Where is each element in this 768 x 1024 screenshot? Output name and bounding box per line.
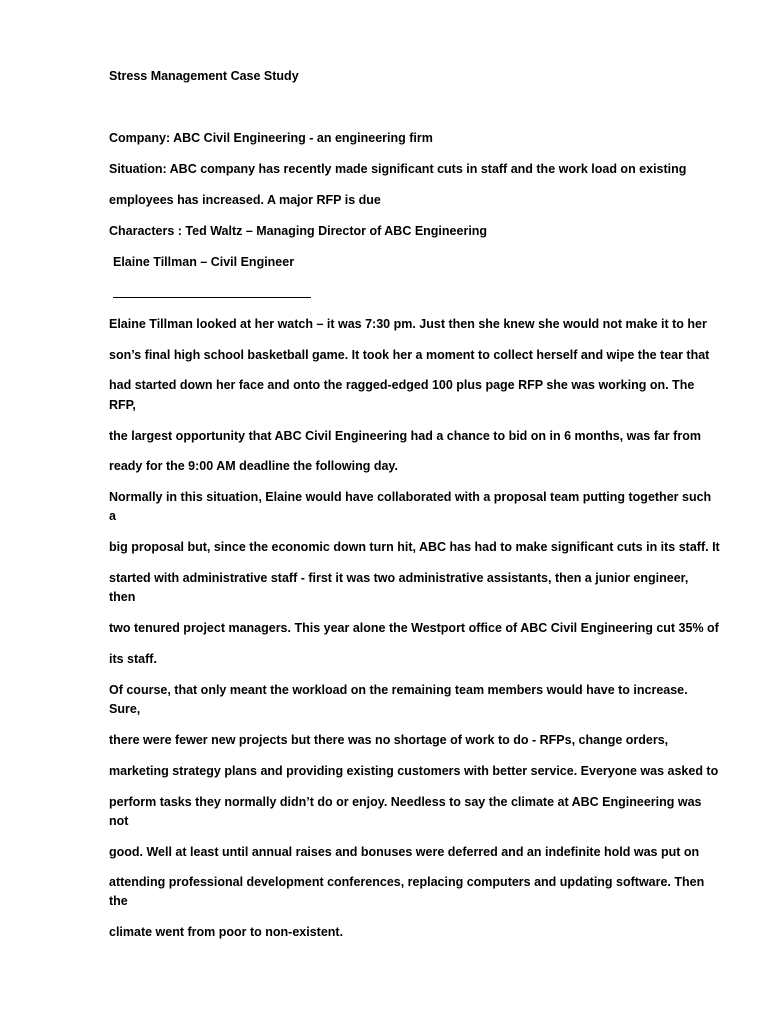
story-line: big proposal but, since the economic down turn hit, ABC has had to make significant cuts in its staff. It bbox=[109, 540, 720, 554]
story-line: son’s final high school basketball game. It took her a moment to collect herself and wipe the tear that bbox=[109, 348, 710, 362]
story-line: ready for the 9:00 AM deadline the following day. bbox=[109, 459, 398, 473]
story-line: started with administrative staff - first it was two administrative assistants, then a junior engineer, bbox=[109, 571, 689, 585]
story-line: a bbox=[109, 509, 116, 523]
story-line: two tenured project managers. This year alone the Westport office of ABC Civil Engineering cut 35% of bbox=[109, 621, 719, 635]
story-line: Of course, that only meant the workload on the remaining team members would have to increase. bbox=[109, 683, 688, 697]
story-line: marketing strategy plans and providing existing customers with better service. Everyone was asked to bbox=[109, 764, 719, 778]
document-title: Stress Management Case Study bbox=[109, 69, 299, 83]
story-line: attending professional development conferences, replacing computers and updating software. Then bbox=[109, 875, 705, 889]
story-line: Sure, bbox=[109, 702, 141, 716]
story-line: there were fewer new projects but there was no shortage of work to do - RFPs, change orders, bbox=[109, 733, 669, 747]
story-line: good. Well at least until annual raises and bonuses were deferred and an indefinite hold was put on bbox=[109, 845, 700, 859]
story-line: climate went from poor to non-existent. bbox=[109, 925, 344, 939]
story-line: not bbox=[109, 814, 129, 828]
story-line: had started down her face and onto the ragged-edged 100 plus page RFP she was working on. The bbox=[109, 378, 695, 392]
story-line: the bbox=[109, 894, 128, 908]
situation-line-1: Situation: ABC company has recently made significant cuts in staff and the work load on existing bbox=[109, 162, 687, 176]
story-line: Normally in this situation, Elaine would have collaborated with a proposal team putting together such bbox=[109, 490, 712, 504]
characters-line-1: Characters : Ted Waltz – Managing Director of ABC Engineering bbox=[109, 224, 488, 238]
characters-line-2: Elaine Tillman – Civil Engineer bbox=[113, 255, 295, 269]
separator-rule bbox=[113, 297, 311, 298]
story-line: its staff. bbox=[109, 652, 157, 666]
story-line: then bbox=[109, 590, 136, 604]
story-line: perform tasks they normally didn’t do or enjoy. Needless to say the climate at ABC Engineering was bbox=[109, 795, 702, 809]
story-line: Elaine Tillman looked at her watch – it was 7:30 pm. Just then she knew she would not make it to her bbox=[109, 317, 707, 331]
story-line: the largest opportunity that ABC Civil Engineering had a chance to bid on in 6 months, was far from bbox=[109, 429, 701, 443]
story-line: RFP, bbox=[109, 398, 136, 412]
company-line: Company: ABC Civil Engineering - an engineering firm bbox=[109, 131, 433, 145]
situation-line-2: employees has increased. A major RFP is due bbox=[109, 193, 381, 207]
